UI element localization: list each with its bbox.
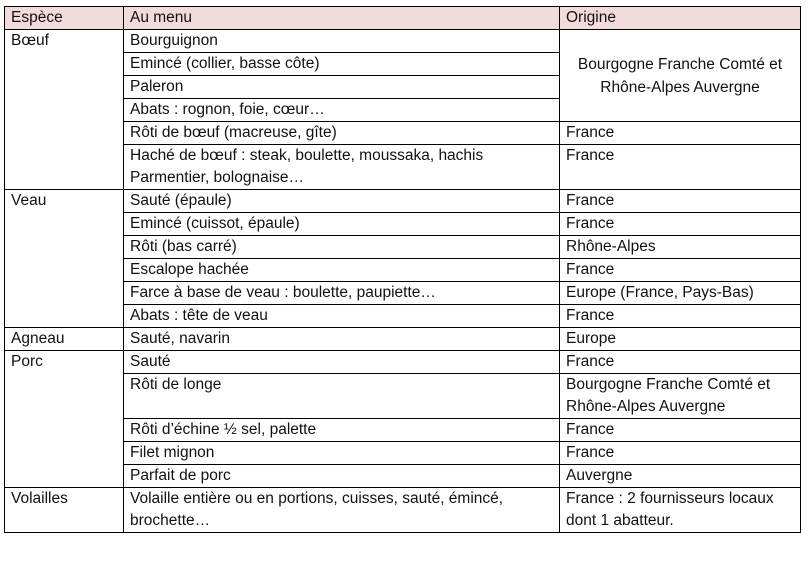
table-row (5, 122, 801, 145)
table-row (5, 259, 801, 282)
header-species: Espèce (5, 7, 124, 30)
table-row (5, 488, 801, 533)
menu-cell: Paleron (124, 76, 560, 99)
origin-cell: France (560, 305, 801, 328)
origin-cell: Europe (France, Pays-Bas) (560, 282, 801, 305)
origin-cell: Europe (560, 328, 801, 351)
table-row (5, 442, 801, 465)
menu-cell: Bourguignon (124, 30, 560, 53)
table-row (5, 351, 801, 374)
table-row (5, 374, 801, 419)
species-cell: Agneau (5, 328, 124, 351)
menu-cell: Rôti (bas carré) (124, 236, 560, 259)
table-row (5, 213, 801, 236)
origin-cell: France (560, 351, 801, 374)
menu-cell: Abats : rognon, foie, cœur… (124, 99, 560, 122)
origin-cell: Auvergne (560, 465, 801, 488)
menu-cell: Emincé (cuissot, épaule) (124, 213, 560, 236)
table-row (5, 282, 801, 305)
origin-cell: France : 2 fournisseurs locaux dont 1 abatteur. (560, 488, 801, 533)
menu-cell: Rôti de bœuf (macreuse, gîte) (124, 122, 560, 145)
menu-cell: Emincé (collier, basse côte) (124, 53, 560, 76)
species-cell: Porc (5, 351, 124, 488)
species-cell: Veau (5, 190, 124, 328)
table-row (5, 30, 801, 53)
species-cell: Volailles (5, 488, 124, 533)
menu-cell: Rôti de longe (124, 374, 560, 419)
header-row (5, 7, 801, 30)
header-origin: Origine (560, 7, 801, 30)
menu-cell: Abats : tête de veau (124, 305, 560, 328)
origin-cell: France (560, 145, 801, 190)
table-row (5, 236, 801, 259)
menu-origin-table (4, 6, 801, 533)
species-cell: Bœuf (5, 30, 124, 190)
table-row (5, 305, 801, 328)
table-row (5, 419, 801, 442)
origin-cell: Bourgogne Franche Comté et Rhône-Alpes Auvergne (560, 374, 801, 419)
header-menu: Au menu (124, 7, 560, 30)
origin-cell: France (560, 442, 801, 465)
menu-cell: Volaille entière ou en portions, cuisses, sauté, émincé, brochette… (124, 488, 560, 533)
origin-cell: France (560, 259, 801, 282)
origin-cell: France (560, 190, 801, 213)
menu-cell: Filet mignon (124, 442, 560, 465)
origin-cell: Bourgogne Franche Comté et Rhône-Alpes Auvergne (560, 30, 801, 122)
table-row (5, 328, 801, 351)
menu-cell: Sauté (124, 351, 560, 374)
origin-cell: France (560, 213, 801, 236)
origin-cell: Rhône-Alpes (560, 236, 801, 259)
menu-cell: Parfait de porc (124, 465, 560, 488)
table-row (5, 465, 801, 488)
menu-cell: Farce à base de veau : boulette, paupiette… (124, 282, 560, 305)
menu-cell: Haché de bœuf : steak, boulette, moussaka, hachis Parmentier, bolognaise… (124, 145, 560, 190)
menu-cell: Escalope hachée (124, 259, 560, 282)
table-row (5, 190, 801, 213)
table-row (5, 145, 801, 190)
menu-cell: Sauté, navarin (124, 328, 560, 351)
origin-cell: France (560, 122, 801, 145)
origin-cell: France (560, 419, 801, 442)
menu-cell: Rôti d’échine ½ sel, palette (124, 419, 560, 442)
menu-cell: Sauté (épaule) (124, 190, 560, 213)
